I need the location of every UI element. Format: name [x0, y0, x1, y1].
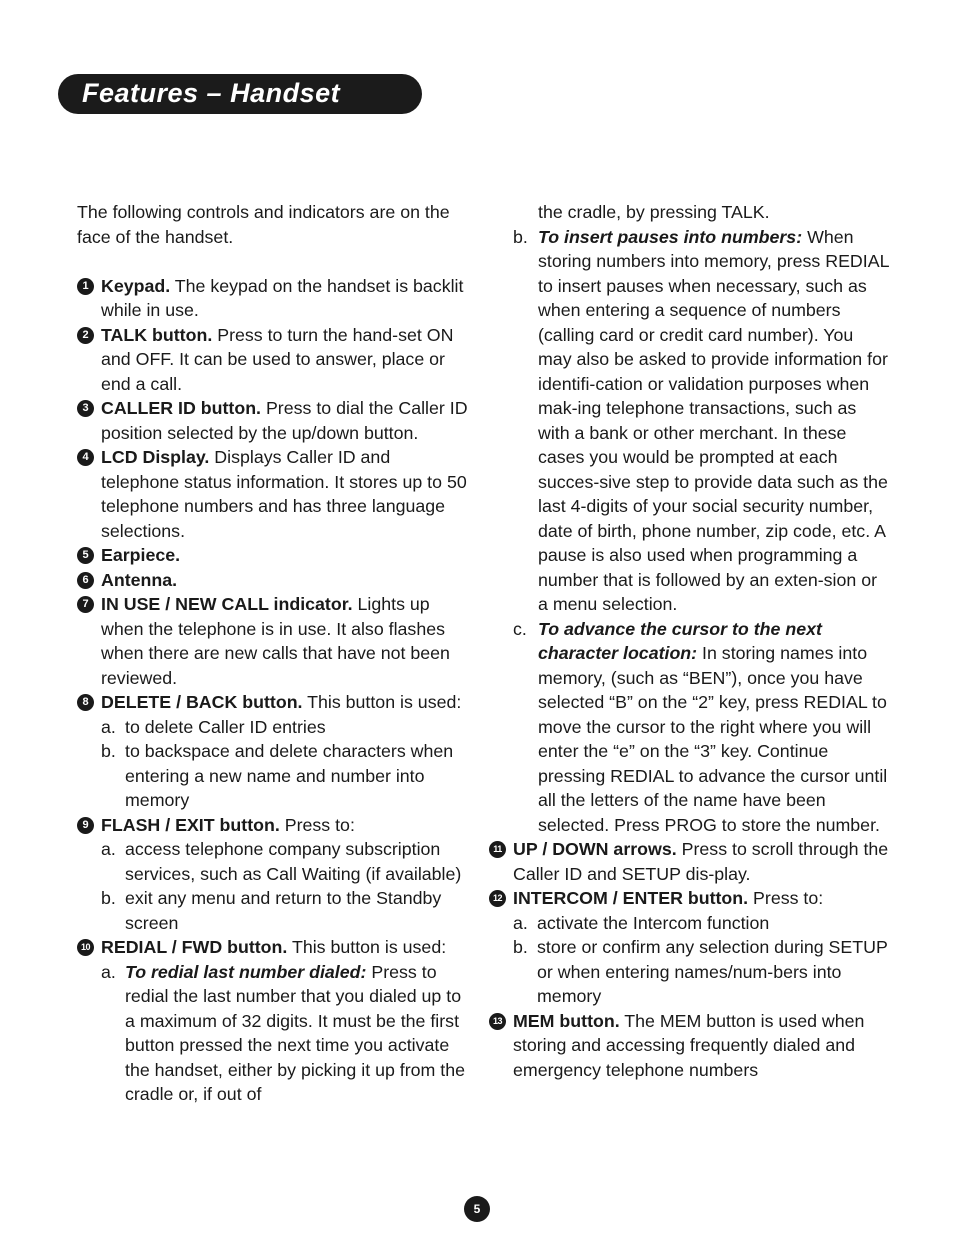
- sub-letter: b.: [513, 937, 528, 957]
- section-banner: [58, 74, 422, 114]
- feature-label: Earpiece.: [101, 545, 181, 565]
- sub-item: [101, 960, 469, 1107]
- number-badge: 6: [77, 572, 94, 589]
- feature-label: DELETE / BACK button.: [101, 692, 303, 712]
- page-title: Features – Handset: [82, 78, 341, 108]
- sub-item: [513, 935, 889, 1009]
- feature-label: IN USE / NEW CALL indicator.: [101, 594, 353, 614]
- sub-item: [513, 911, 889, 936]
- feature-text: Press to dial the Caller ID position selected by the up/down button.: [101, 398, 468, 443]
- number-badge: 4: [77, 449, 94, 466]
- sub-letter: b.: [101, 888, 116, 908]
- feature-item-mem: [489, 1009, 889, 1083]
- feature-item-antenna: [77, 568, 469, 593]
- sub-letter: c.: [513, 618, 527, 639]
- number-badge: 1: [77, 278, 94, 295]
- number-badge: 10: [77, 939, 94, 956]
- feature-text: The keypad on the handset is backlit while in use.: [101, 275, 464, 320]
- sub-item: [101, 739, 469, 813]
- feature-label: REDIAL / FWD button.: [101, 937, 288, 957]
- sub-text: access telephone company subscription services, such as Call Waiting (if available): [125, 839, 462, 884]
- feature-text: This button is used:: [302, 692, 462, 712]
- sub-text: In storing names into memory, (such as “BEN”), once you have selected “B” on the “2” key, press REDIAL to move the cursor to the right where you will enter the “e” on the “3” key. Continue pressing REDIAL to advance the cursor until all the letters of the name have been selected. Press PROG to store the number.: [538, 643, 888, 835]
- feature-text: Displays Caller ID and telephone status information. It stores up to 50 telephone numbers and has three language selections.: [101, 447, 467, 541]
- continuation-text: [513, 200, 889, 225]
- sub-text: store or confirm any selection during SETUP or when entering names/num-bers into memory: [537, 937, 888, 1006]
- sub-letter: b.: [101, 741, 116, 761]
- feature-item-talk: [77, 323, 469, 397]
- number-badge: 13: [489, 1013, 506, 1030]
- feature-item-lcd: [77, 445, 469, 543]
- feature-item-earpiece: [77, 543, 469, 568]
- page-number: 5: [464, 1196, 490, 1222]
- sub-text: When storing numbers into memory, press REDIAL to insert pauses when necessary, such as when entering a sequence of numbers (calling card or credit card number). You may also be asked to provide information for identifi-cation or validation purposes when mak-ing telephone transactions, such as with a bank or other merchant. In these cases you would be prompted at each succes-sive step to provide data such as the last 4-digits of your social security number, date of birth, phone number, zip code, etc. A pause is also used when programming a number that is followed by an exten-sion or a menu selection.: [538, 226, 889, 614]
- feature-item-keypad: [77, 274, 469, 323]
- feature-item-redial: [77, 935, 469, 1107]
- intro-text: The following controls and indicators are on the face of the handset.: [77, 202, 450, 247]
- feature-label: Keypad.: [101, 275, 171, 296]
- number-badge: 3: [77, 400, 94, 417]
- feature-item-up-down: [489, 837, 889, 886]
- sub-text: the cradle, by pressing TALK.: [538, 202, 770, 222]
- right-column: [489, 200, 889, 1082]
- sub-letter: a.: [101, 839, 116, 859]
- feature-label: UP / DOWN arrows.: [513, 839, 677, 859]
- feature-item-in-use: [77, 592, 469, 690]
- sub-item: [513, 225, 889, 617]
- number-badge: 2: [77, 327, 94, 344]
- sub-letter: a.: [101, 716, 116, 737]
- sub-text: Press to redial the last number that you dialed up to a maximum of 32 digits. It must be the first button pressed the next time you activate the handset, either by picking it up from the cradle or, if out of: [125, 961, 466, 1104]
- feature-item-flash: [77, 813, 469, 936]
- number-badge: 8: [77, 694, 94, 711]
- sub-letter: a.: [513, 912, 528, 933]
- feature-item-intercom: [489, 886, 889, 1009]
- feature-text: The MEM button is used when storing and accessing frequently dialed and emergency telephone numbers: [513, 1010, 865, 1080]
- number-badge: 11: [489, 841, 506, 858]
- sub-item: [101, 715, 469, 740]
- number-badge: 9: [77, 817, 94, 834]
- feature-label: INTERCOM / ENTER button.: [513, 888, 749, 908]
- number-badge: 7: [77, 596, 94, 613]
- sub-text: to delete Caller ID entries: [125, 716, 326, 737]
- feature-item-caller-id: [77, 396, 469, 445]
- sub-heading: To redial last number dialed:: [125, 961, 367, 982]
- feature-text: This button is used:: [287, 937, 447, 957]
- feature-label: FLASH / EXIT button.: [101, 814, 280, 835]
- number-badge: 5: [77, 547, 94, 564]
- feature-label: Antenna.: [101, 569, 178, 590]
- sub-letter: b.: [513, 226, 528, 247]
- sub-heading: To insert pauses into numbers:: [538, 226, 803, 247]
- feature-item-delete: [77, 690, 469, 813]
- feature-text: Press to scroll through the Caller ID and SETUP dis-play.: [513, 839, 889, 884]
- sub-item: [513, 617, 889, 838]
- sub-item: [101, 837, 469, 886]
- feature-text: Lights up when the telephone is in use. It also flashes when there are new calls that have not been reviewed.: [101, 594, 450, 688]
- feature-label: CALLER ID button.: [101, 398, 261, 418]
- feature-text: Press to:: [279, 814, 355, 835]
- feature-label: LCD Display.: [101, 447, 210, 467]
- sub-heading: To advance the cursor to the next character location:: [538, 618, 822, 663]
- feature-label: MEM button.: [513, 1010, 620, 1031]
- sub-text: to backspace and delete characters when entering a new name and number into memory: [125, 741, 454, 810]
- number-badge: 12: [489, 890, 506, 907]
- feature-text: Press to turn the hand-set ON and OFF. It can be used to answer, place or end a call.: [101, 324, 454, 394]
- sub-item: [101, 886, 469, 935]
- left-column: [77, 200, 469, 1107]
- sub-text: exit any menu and return to the Standby screen: [125, 888, 442, 933]
- feature-label: TALK button.: [101, 324, 213, 345]
- feature-text: Press to:: [748, 888, 824, 908]
- sub-letter: a.: [101, 961, 116, 982]
- sub-text: activate the Intercom function: [537, 912, 770, 933]
